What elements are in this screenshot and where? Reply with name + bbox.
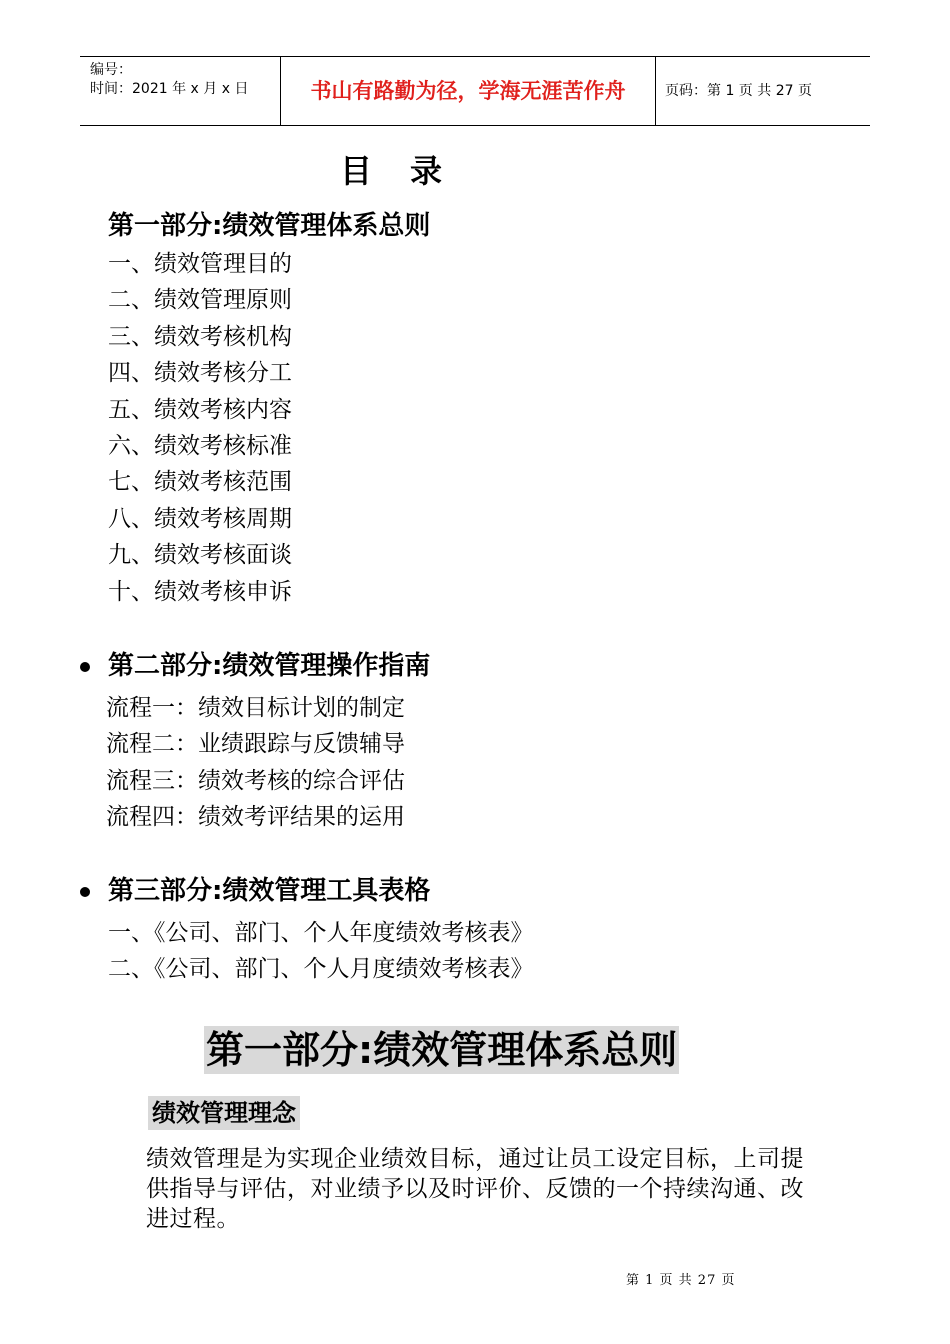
header-meta [90,61,248,99]
toc-part3-title: 第三部分:绩效管理工具表格 [108,876,431,906]
toc-part2-list [106,690,405,836]
toc-part2-heading [108,648,430,684]
toc-item: 五、绩效考核内容 [108,396,292,423]
toc-item: 二、绩效管理原则 [108,287,292,314]
header-page-info: 页码：第 1 页 共 27 页 [665,83,812,99]
toc-item: 流程一：绩效目标计划的制定 [106,695,405,721]
toc-item: 流程二：业绩跟踪与反馈辅导 [106,731,405,758]
toc-item: 六、绩效考核标准 [108,433,292,460]
section-heading: 第一部分:绩效管理体系总则 [206,1028,678,1072]
toc-item: 十、绩效考核申诉 [108,578,292,605]
header-divider [655,57,656,125]
document-number-label: 编号： [90,62,132,78]
toc-part3-list [108,915,534,988]
toc-item: 八、绩效考核周期 [108,505,292,532]
header-motto: 书山有路勤为径，学海无涯苦作舟 [310,78,626,103]
page-header [80,56,870,126]
toc-item: 一、《公司、部门、个人年度绩效考核表》 [108,920,534,946]
concept-heading: 绩效管理理念 [148,1096,300,1130]
toc-part2-title: 第二部分:绩效管理操作指南 [108,651,431,681]
bullet-icon [80,662,90,672]
toc-item: 七、绩效考核范围 [108,469,292,496]
toc-item: 流程三：绩效考核的综合评估 [106,767,405,794]
toc-item: 九、绩效考核面谈 [108,542,292,569]
toc-part1-title: 第一部分:绩效管理体系总则 [108,211,431,241]
document-time-label: 时间：2021 年 x 月 x 日 [90,81,249,97]
toc-item: 一、绩效管理目的 [108,251,292,277]
toc-item: 二、《公司、部门、个人月度绩效考核表》 [108,956,534,983]
bullet-icon [80,887,90,897]
toc-item: 三、绩效考核机构 [108,323,292,350]
toc-part3-heading [108,873,430,909]
toc-item: 四、绩效考核分工 [108,360,292,387]
concept-paragraph: 绩效管理是为实现企业绩效目标，通过让员工设定目标，上司提供指导与评估，对业绩予以及时评价、反馈的一个持续沟通、改进过程。 [146,1146,804,1232]
toc-item: 流程四：绩效考评结果的运用 [106,804,405,831]
toc-part1-list [108,246,292,610]
toc-title: 目录 [339,152,480,190]
page-footer: 第 1 页 共 27 页 [626,1273,736,1288]
